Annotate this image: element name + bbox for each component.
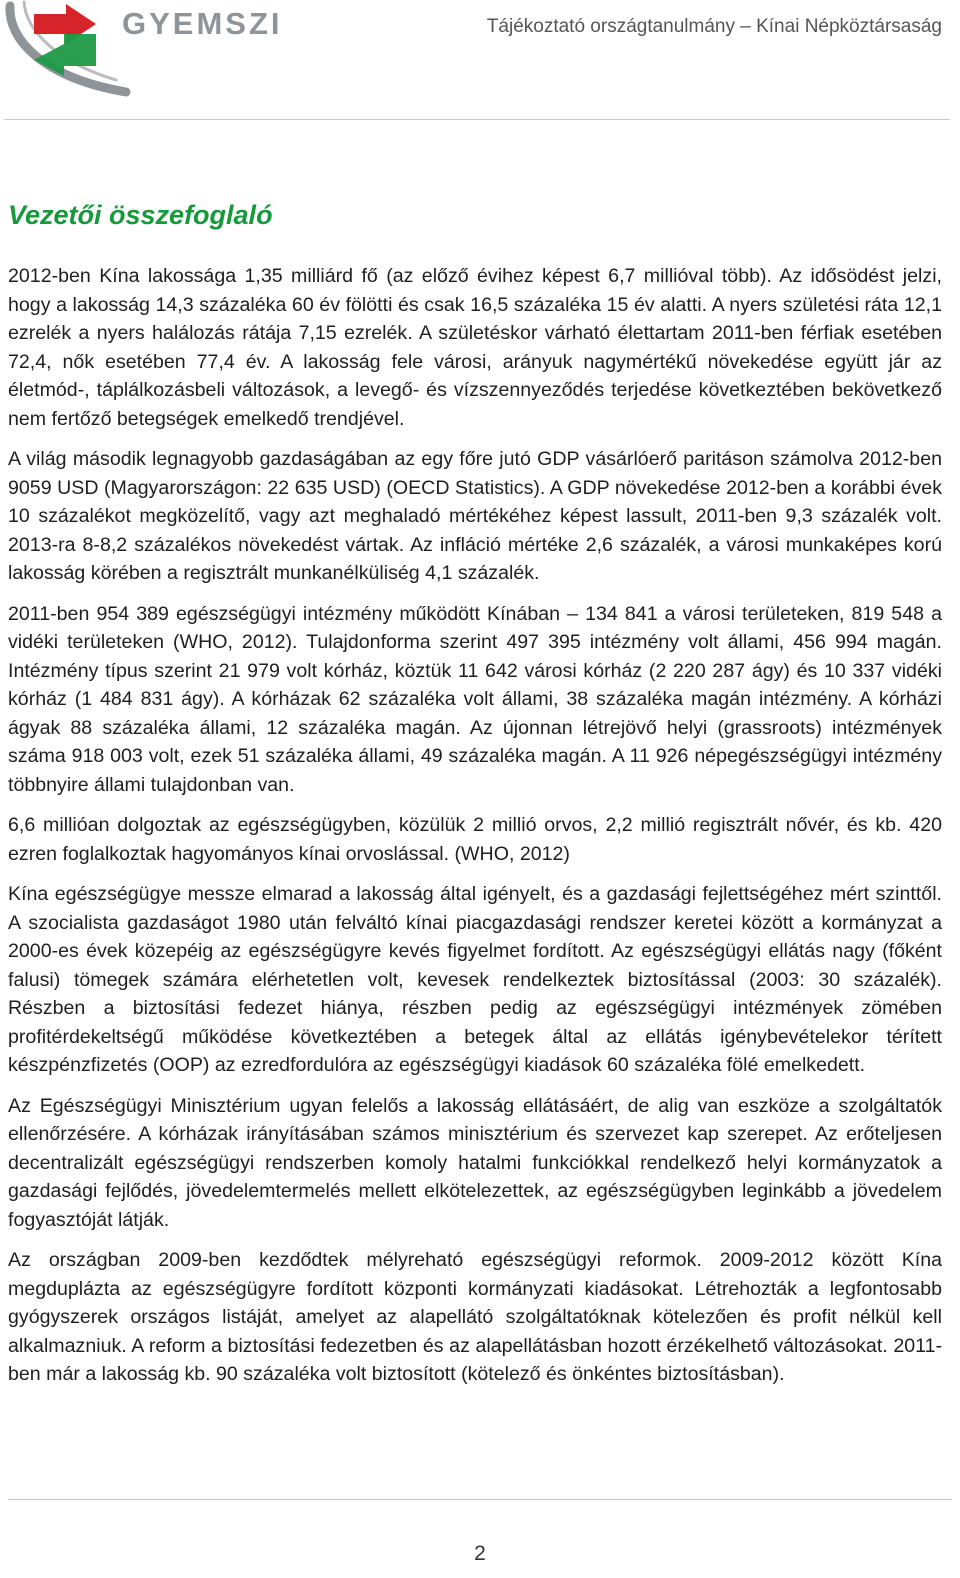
- paragraph-healthcare-gap: Kína egészségügye messze elmarad a lakosság által igényelt, és a gazdasági fejlettségéhez mért szinttől. A szocialista gazdaságot 1980 után felváltó kínai piacgazdasági rendszer keretei között a kormányzat a 2000-es évek közepéig az egészségügyre kevés figyelmet fordított. Az egészségügyi ellátás nagy (főként falusi) tömegek számára elérhetetlen volt, kevesek rendelkeztek biztosítással (2003: 30 százalék). Részben a biztosítási fedezet hiánya, részben pedig az egészségügyi intézmények zömében profitérdekeltségű működése következtében a betegek által az ellátás igénybevételekor térített készpénzfizetés (OOP) az ezredfordulóra az egészségügyi kiadások 60 százaléka fölé emelkedett.: [8, 883, 942, 1076]
- paragraph-ministry: Az Egészségügyi Minisztérium ugyan felelős a lakosság ellátásáért, de alig van eszköze a szolgáltatók ellenőrzésére. A kórházak irányításában számos minisztérium és szervezet kap szerepet. Az erőteljesen decentralizált egészségügyi rendszerben komoly hatalmi funkciókkal rendelkező helyi kormányzatok a gazdasági fejlődés, jövedelemtermelés mellett elkötelezettek, az egészségügyben leginkább a jövedelem fogyasztóját látják.: [8, 1094, 942, 1231]
- paragraph-reforms: Az országban 2009-ben kezdődtek mélyreható egészségügyi reformok. 2009-2012 között Kína megduplázta az egészségügyre fordított központi kormányzati kiadásokat. Létrehozták a legfontosabb gyógyszerek országos listáját, amelyet az alapellátó szolgáltatóknak kötelezően és profit nélkül kell alkalmazniuk. A reform a biztosítási fedezetben és az alapellátásban hozott érzékelhető változásokat. 2011-ben már a lakosság kb. 90 százaléka volt biztosított (kötelező és önkéntes biztosításban).: [8, 1249, 942, 1385]
- paragraph-economy: A világ második legnagyobb gazdaságában az egy főre jutó GDP vásárlóerő paritáson számolva 2012-ben 9059 USD (Magyarországon: 22 635 USD) (OECD Statistics). A GDP növekedése 2012-ben a korábbi évek 10 százalékot megközelítő, vagy azt meghaladó mértékéhez képest lassult, 2011-ben 9,3 százalék volt. 2013-ra 8-8,2 százalékos növekedést vártak. Az infláció mértéke 2,6 százalék, a városi munkaképes korú lakosság körében a regisztrált munkanélküliség 4,1 százalék.: [8, 448, 942, 584]
- gyemszi-logo: [4, 0, 304, 100]
- page-header: [0, 0, 960, 120]
- paragraph-institutions: 2011-ben 954 389 egészségügyi intézmény működött Kínában – 134 841 a városi területeken, 819 548 a vidéki területeken (WHO, 2012). Tulajdonforma szerint 497 395 intézmény volt állami, 456 994 magán. Intézmény típus szerint 21 979 volt kórház, köztük 11 642 városi kórház (2 220 287 ágy) és 10 337 vidéki kórház (1 484 831 ágy). A kórházak 62 százaléka volt állami, 38 százaléka magán intézmény. A kórházi ágyak 88 százaléka állami, 12 százaléka magán. Az újonnan létrejövő helyi (grassroots) intézmények száma 918 003 volt, ezek 51 százaléka állami, 49 százaléka magán. A 11 926 népegészségügyi intézmény többnyire állami tulajdonban van.: [8, 602, 942, 796]
- paragraph-population: 2012-ben Kína lakossága 1,35 milliárd fő (az előző évihez képest 6,7 millióval több). Az idősödést jelzi, hogy a lakosság 14,3 százaléka 60 év fölötti és csak 16,5 százaléka 15 év alatti. A nyers születési ráta 12,1 ezrelék a nyers halálozás rátája 7,15 ezrelék. A születéskor várható élettartam 2011-ben férfiak esetében 72,4, nők esetében 77,4 év. A lakosság fele városi, arányuk nagymértékű növekedése együtt jár az életmód-, táplálkozásbeli változások, a levegő- és vízszennyeződés terjedése következtében bekövetkező nem fertőző betegségek emelkedő trendjével.: [8, 265, 942, 430]
- page-number: 2: [474, 1542, 486, 1565]
- logo-wordmark: GYEMSZI: [122, 6, 283, 41]
- body-text: [8, 262, 942, 1401]
- document-title: Tájékoztató országtanulmány – Kínai Népköztársaság: [486, 16, 942, 37]
- footer-divider: [8, 1499, 952, 1500]
- section-heading: Vezetői összefoglaló: [8, 200, 273, 230]
- header-divider: [4, 119, 950, 120]
- paragraph-workforce: 6,6 millióan dolgoztak az egészségügyben, közülük 2 millió orvos, 2,2 millió regisztrált nővér, és kb. 420 ezren foglalkoztak hagyományos kínai orvoslással. (WHO, 2012): [8, 814, 942, 865]
